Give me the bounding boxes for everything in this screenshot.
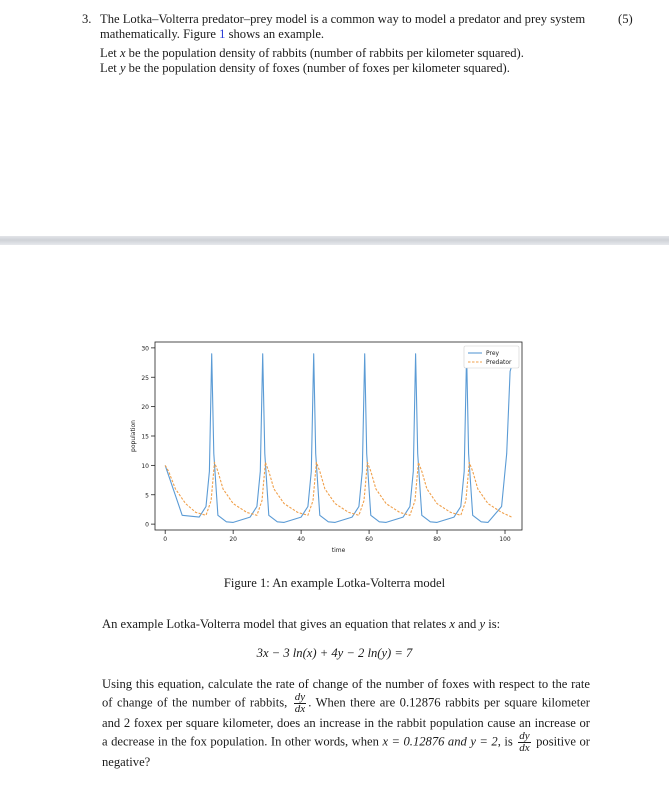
y-tick-label: 30 [141,345,149,353]
let-x-definition: Let x be the population density of rabbits (number of rabbits per kilometer squared). [100,46,524,60]
let-y-definition: Let y be the population density of foxes (number of foxes per kilometer squared). [100,61,510,75]
question-block [82,12,602,76]
x-tick-label: 80 [433,536,441,543]
y-tick-label: 10 [141,462,149,470]
page-divider [0,236,669,245]
x-tick-label: 40 [297,536,305,543]
legend-label-prey: Prey [486,350,500,358]
chart-svg [110,330,550,560]
series-line-prey [165,354,512,523]
y-tick-label: 20 [141,404,149,412]
lotka-volterra-chart [110,330,550,560]
question-section [0,0,669,236]
example-paragraph: An example Lotka-Volterra model that gives an equation that relates x and y is: [102,617,501,631]
dy-dx-fraction: $\frac{dy}{dx}$ [294,691,306,715]
y-tick-label: 15 [141,433,149,441]
x-axis-label: time [331,547,346,554]
legend-label-predator: Predator [486,359,512,367]
question-marks: (5) [618,12,633,26]
y-tick-label: 0 [145,521,149,529]
x-tick-label: 100 [499,536,511,543]
dy-dx-fraction-2: $\frac{dy}{dx}$ [519,730,530,754]
question-intro: The Lotka–Volterra predator–prey model is a common way to model a predator and prey system mathematically. Figure 1 shows an example. [100,12,586,41]
question-number: 3. [82,12,92,26]
y-axis-label: population [130,420,137,452]
figure-caption: Figure 1: An example Lotka-Volterra model [223,576,446,590]
figure-link[interactable]: 1 [219,27,226,41]
x-tick-label: 20 [229,536,237,543]
model-equation: 3x − 3 ln(x) + 4y − 2 ln(y) = 7 [256,646,413,660]
y-tick-label: 25 [141,374,149,382]
y-tick-label: 5 [145,492,149,500]
question-paragraph: Using this equation, calculate the rate of change of the number of foxes with respect to the rate of change of the number of rabbits, $\frac{dy}{dx}$ . When there are 0.12876 rabbits per square kilometer and 2 foxex per square kilometer, does an increase in the rabbit population cause an increase or a decrease in the fox population. In other words, when x = 0.12876 and y = 2, is $\frac{dy}{dx}$ positive or negative? [102,677,590,769]
x-tick-label: 60 [365,536,373,543]
x-tick-label: 0 [163,536,168,543]
